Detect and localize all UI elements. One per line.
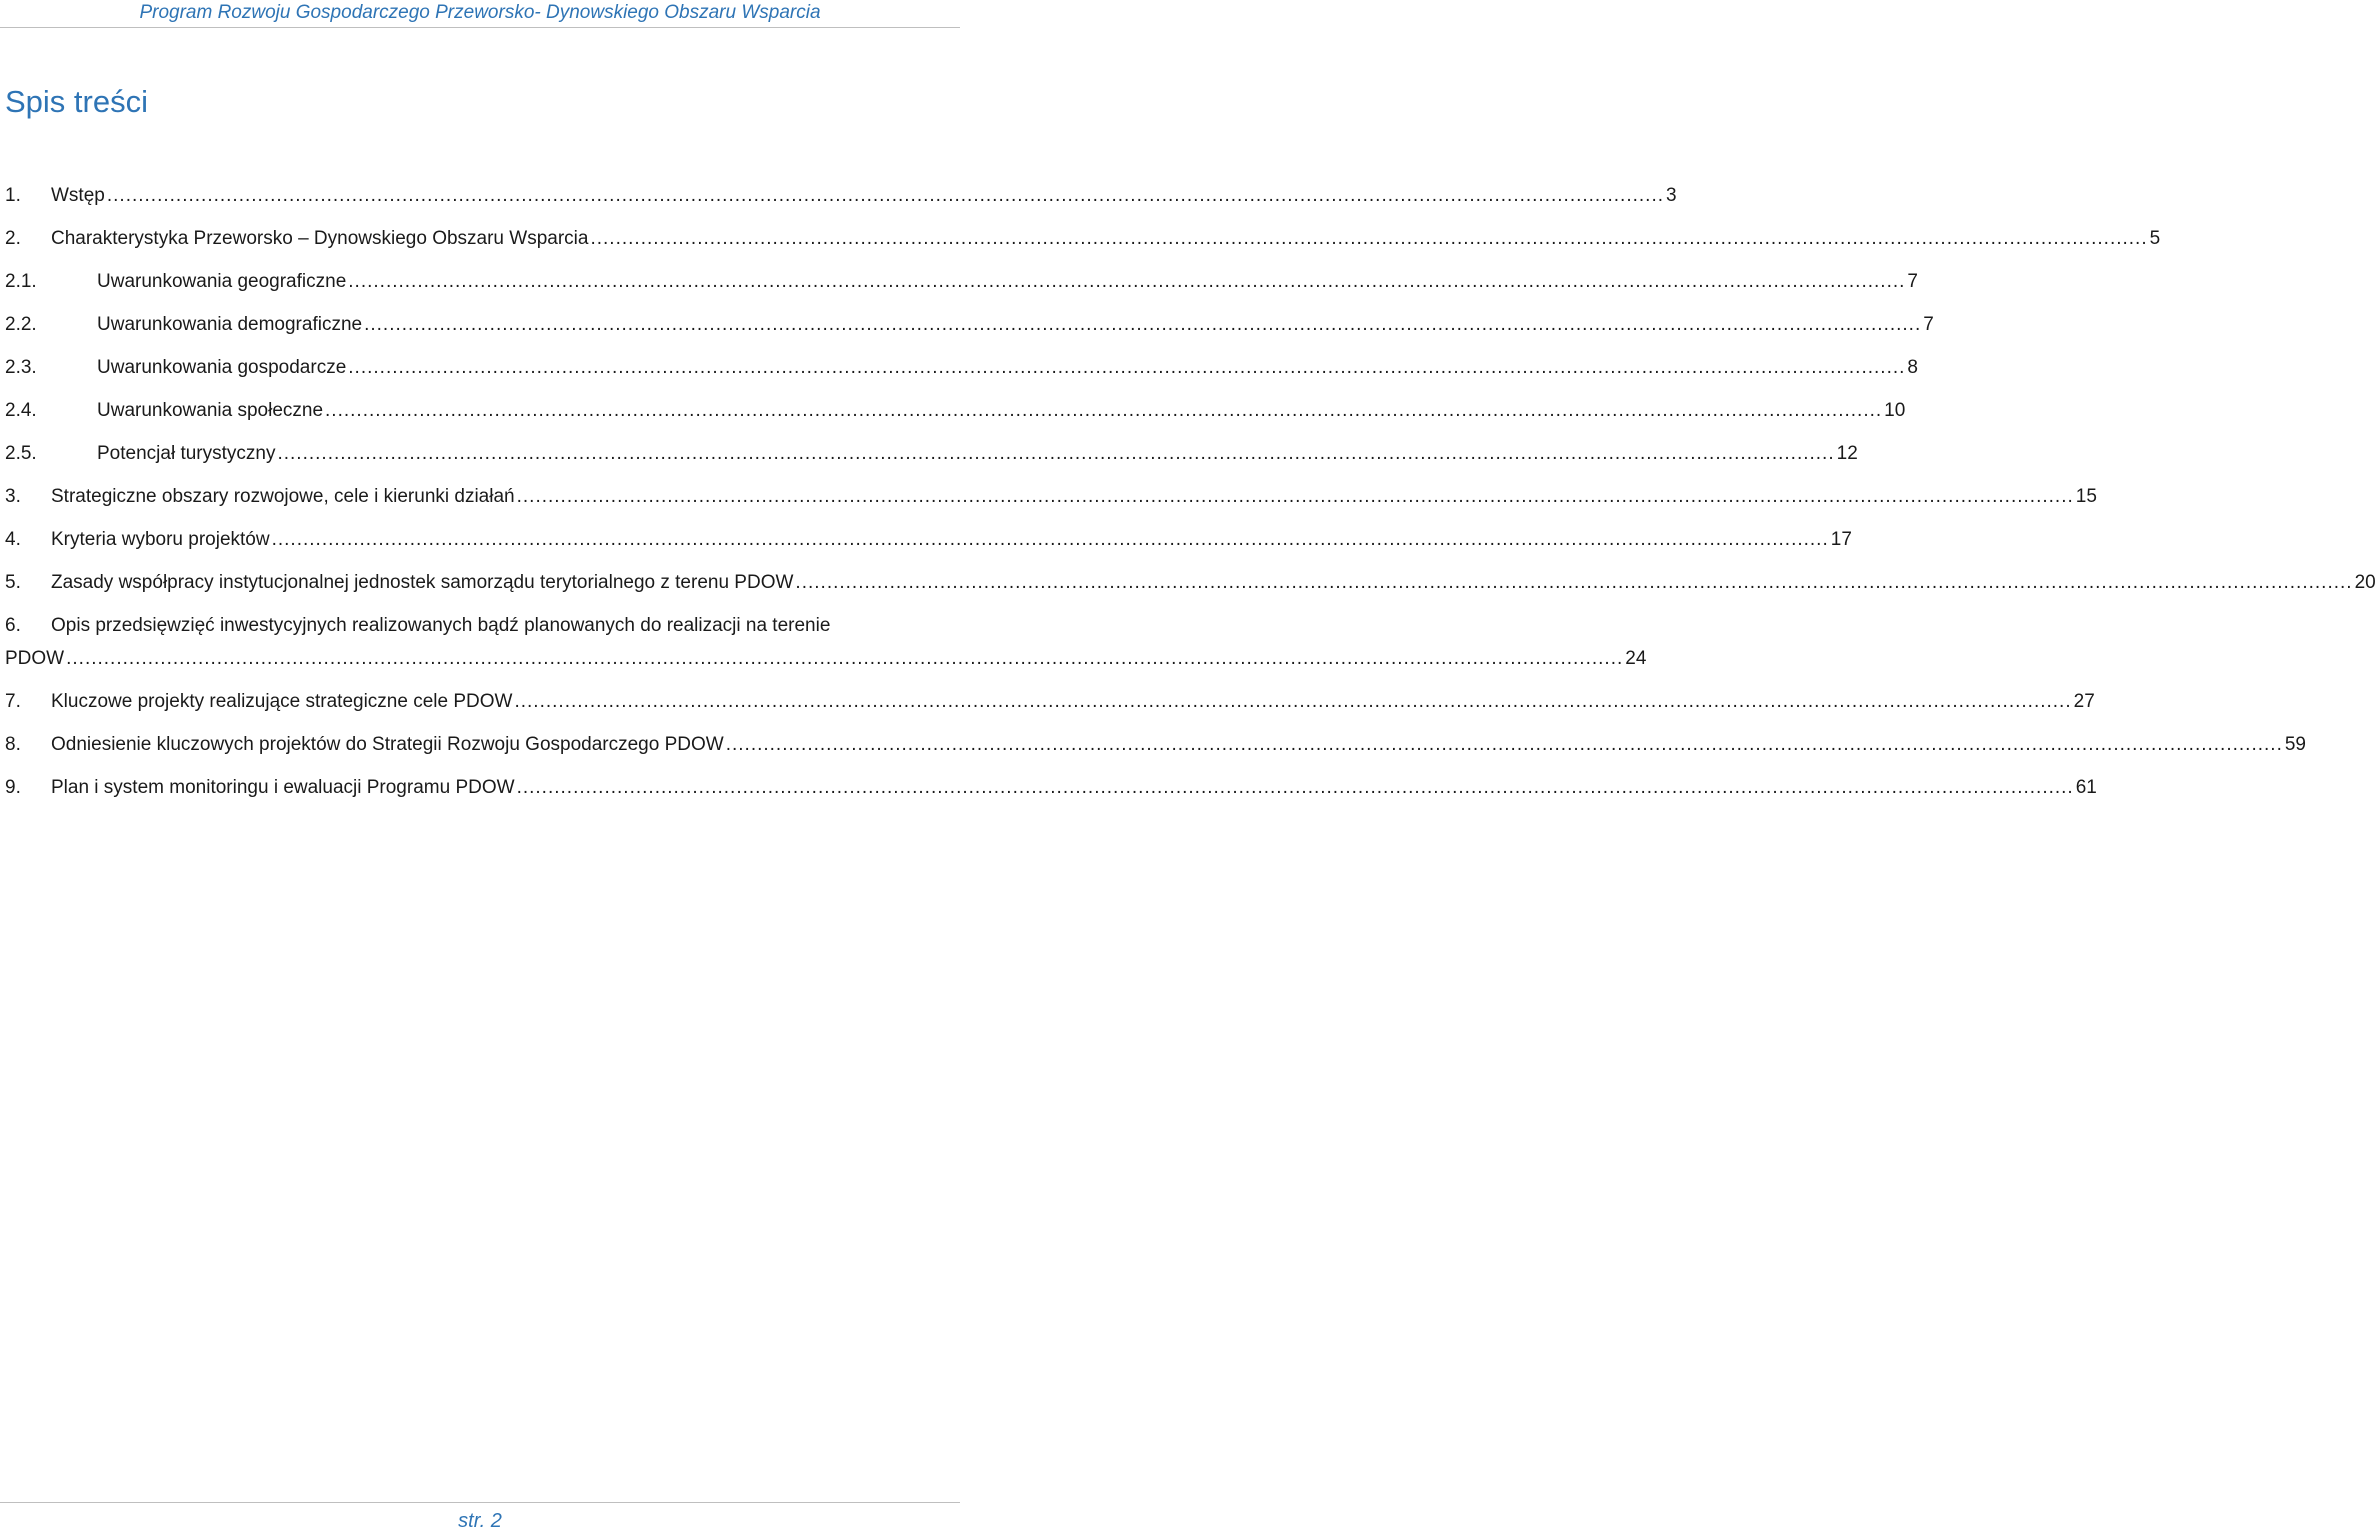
- toc-entry-2-3[interactable]: [5, 350, 1918, 393]
- dot-leader: [364, 307, 1921, 343]
- toc-entry-page: 5: [2149, 228, 2161, 249]
- toc-entry-2[interactable]: [5, 221, 2161, 264]
- toc-entry-7[interactable]: [5, 684, 2095, 727]
- running-header: Program Rozwoju Gospodarczego Przeworsko- Dynowskiego Obszaru Wsparcia: [139, 2, 821, 23]
- toc-entry-title: Uwarunkowania demograficzne: [97, 314, 363, 335]
- dot-leader: [590, 221, 2147, 257]
- toc-entry-title: Wstęp: [51, 185, 105, 206]
- toc-entry-page: 15: [2075, 486, 2097, 507]
- dot-leader: [348, 350, 1905, 386]
- toc-entry-title: Uwarunkowania społeczne: [97, 400, 324, 421]
- toc-entry-4[interactable]: [5, 522, 1852, 565]
- dot-leader: [517, 479, 2074, 515]
- toc-entry-title: Uwarunkowania geograficzne: [97, 271, 347, 292]
- toc-entry-title: Charakterystyka Przeworsko – Dynowskiego Obszaru Wsparcia: [51, 228, 589, 249]
- toc-entry-number: 2.2.: [5, 314, 37, 335]
- toc-entry-2-2[interactable]: [5, 307, 1934, 350]
- toc-entry-title: Kluczowe projekty realizujące strategiczne cele PDOW: [51, 691, 513, 712]
- table-of-contents: [5, 178, 2376, 813]
- toc-entry-number: 2.5.: [5, 443, 37, 464]
- toc-entry-title: Potencjał turystyczny: [97, 443, 276, 464]
- toc-entry-2-5[interactable]: [5, 436, 1858, 479]
- dot-leader: [66, 641, 1623, 677]
- toc-entry-page: 61: [2075, 777, 2097, 798]
- page-number: str. 2: [458, 1510, 502, 1532]
- toc-entry-5[interactable]: [5, 565, 2376, 608]
- dot-leader: [107, 178, 1664, 214]
- toc-entry-title-continued: PDOW: [5, 648, 65, 669]
- toc-entry-title: Opis przedsięwzięć inwestycyjnych realizowanych bądź planowanych do realizacji na terenie: [51, 615, 831, 636]
- toc-entry-number: 8.: [5, 734, 21, 755]
- toc-entry-title: Plan i system monitoringu i ewaluacji Programu PDOW: [51, 777, 515, 798]
- toc-entry-2-1[interactable]: [5, 264, 1918, 307]
- toc-entry-page: 8: [1907, 357, 1918, 378]
- dot-leader: [348, 264, 1905, 300]
- toc-entry-number: 2.4.: [5, 400, 37, 421]
- toc-entry-3[interactable]: [5, 479, 2097, 522]
- toc-entry-1[interactable]: [5, 178, 1677, 221]
- toc-entry-page: 12: [1836, 443, 1858, 464]
- dot-leader: [726, 727, 2283, 763]
- dot-leader: [795, 565, 2352, 601]
- toc-entry-number: 1.: [5, 185, 21, 206]
- toc-entry-page: 24: [1625, 648, 1647, 669]
- dot-leader: [277, 436, 1834, 472]
- toc-entry-title: Uwarunkowania gospodarcze: [97, 357, 347, 378]
- header-divider: [0, 27, 960, 28]
- toc-entry-page: 20: [2354, 572, 2376, 593]
- toc-entry-page: 17: [1830, 529, 1852, 550]
- toc-entry-number: 9.: [5, 777, 21, 798]
- toc-entry-page: 27: [2073, 691, 2095, 712]
- toc-entry-number: 2.3.: [5, 357, 37, 378]
- toc-entry-2-4[interactable]: [5, 393, 1906, 436]
- toc-entry-page: 3: [1666, 185, 1677, 206]
- toc-entry-6[interactable]: [5, 608, 1647, 684]
- toc-entry-title: Odniesienie kluczowych projektów do Strategii Rozwoju Gospodarczego PDOW: [51, 734, 724, 755]
- toc-entry-number: 6.: [5, 615, 21, 636]
- dot-leader: [517, 770, 2074, 806]
- toc-entry-number: 2.1.: [5, 271, 37, 292]
- toc-title: Spis treści: [5, 84, 148, 119]
- toc-entry-title: Kryteria wyboru projektów: [51, 529, 270, 550]
- footer-divider: [0, 1502, 960, 1503]
- dot-leader: [514, 684, 2071, 720]
- dot-leader: [325, 393, 1882, 429]
- toc-entry-page: 7: [1907, 271, 1918, 292]
- toc-entry-9[interactable]: [5, 770, 2097, 813]
- toc-entry-number: 7.: [5, 691, 21, 712]
- toc-entry-8[interactable]: [5, 727, 2306, 770]
- toc-entry-number: 4.: [5, 529, 21, 550]
- toc-entry-page: 10: [1884, 400, 1906, 421]
- toc-entry-number: 2.: [5, 228, 21, 249]
- toc-entry-page: 7: [1923, 314, 1934, 335]
- toc-entry-number: 3.: [5, 486, 21, 507]
- toc-entry-page: 59: [2284, 734, 2306, 755]
- toc-entry-title: Zasady współpracy instytucjonalnej jednostek samorządu terytorialnego z terenu PDOW: [51, 572, 794, 593]
- dot-leader: [272, 522, 1829, 558]
- toc-entry-number: 5.: [5, 572, 21, 593]
- toc-entry-title: Strategiczne obszary rozwojowe, cele i kierunki działań: [51, 486, 515, 507]
